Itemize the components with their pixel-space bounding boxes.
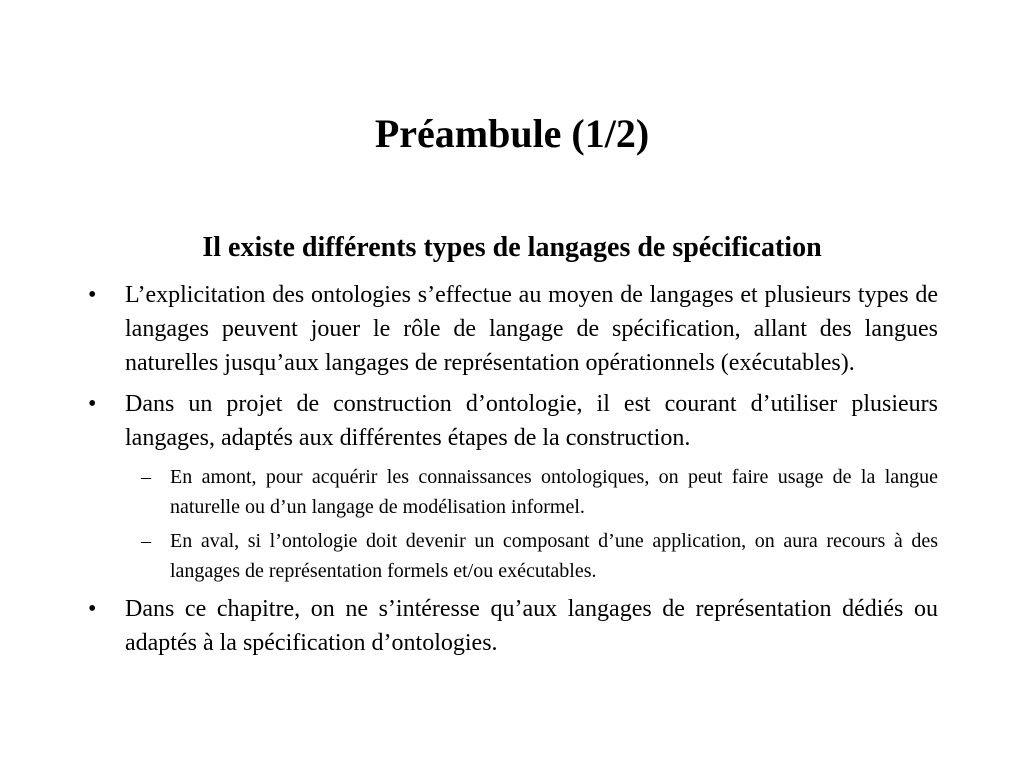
- sub-bullet-text: En amont, pour acquérir les connaissances ontologiques, on peut faire usage de la langue naturelle ou d’un langage de modélisation informel.: [170, 466, 938, 518]
- bullet-item-1: [88, 278, 938, 380]
- sub-bullet-text: En aval, si l’ontologie doit devenir un composant d’une application, on aura recours à des langages de représentation formels et/ou exécutables.: [170, 530, 938, 582]
- bullet-item-2: [88, 387, 938, 455]
- bullet-text: Dans ce chapitre, on ne s’intéresse qu’aux langages de représentation dédiés ou adaptés à la spécification d’ontologies.: [125, 596, 938, 656]
- sub-bullet-marker: –: [141, 530, 151, 552]
- sub-bullet-item-2: [141, 526, 938, 586]
- slide-title: Préambule (1/2): [374, 111, 650, 156]
- slide-subtitle: Il existe différents types de langages de spécification: [202, 232, 822, 263]
- bullet-item-3: [88, 592, 938, 660]
- bullet-text: Dans un projet de construction d’ontologie, il est courant d’utiliser plusieurs langages, adaptés aux différentes étapes de la construction.: [125, 391, 938, 451]
- bullet-marker: •: [88, 391, 97, 417]
- bullet-marker: •: [88, 282, 97, 308]
- bullet-list: [88, 278, 938, 667]
- sub-bullet-item-1: [141, 462, 938, 522]
- bullet-text: L’explicitation des ontologies s’effectue au moyen de langages et plusieurs types de langages peuvent jouer le rôle de langage de spécification, allant des langues naturelles jusqu’aux langages de représentation opérationnels (exécutables).: [125, 282, 938, 376]
- bullet-marker: •: [88, 596, 97, 622]
- sub-bullet-marker: –: [141, 466, 151, 488]
- sub-bullet-list: [88, 462, 938, 586]
